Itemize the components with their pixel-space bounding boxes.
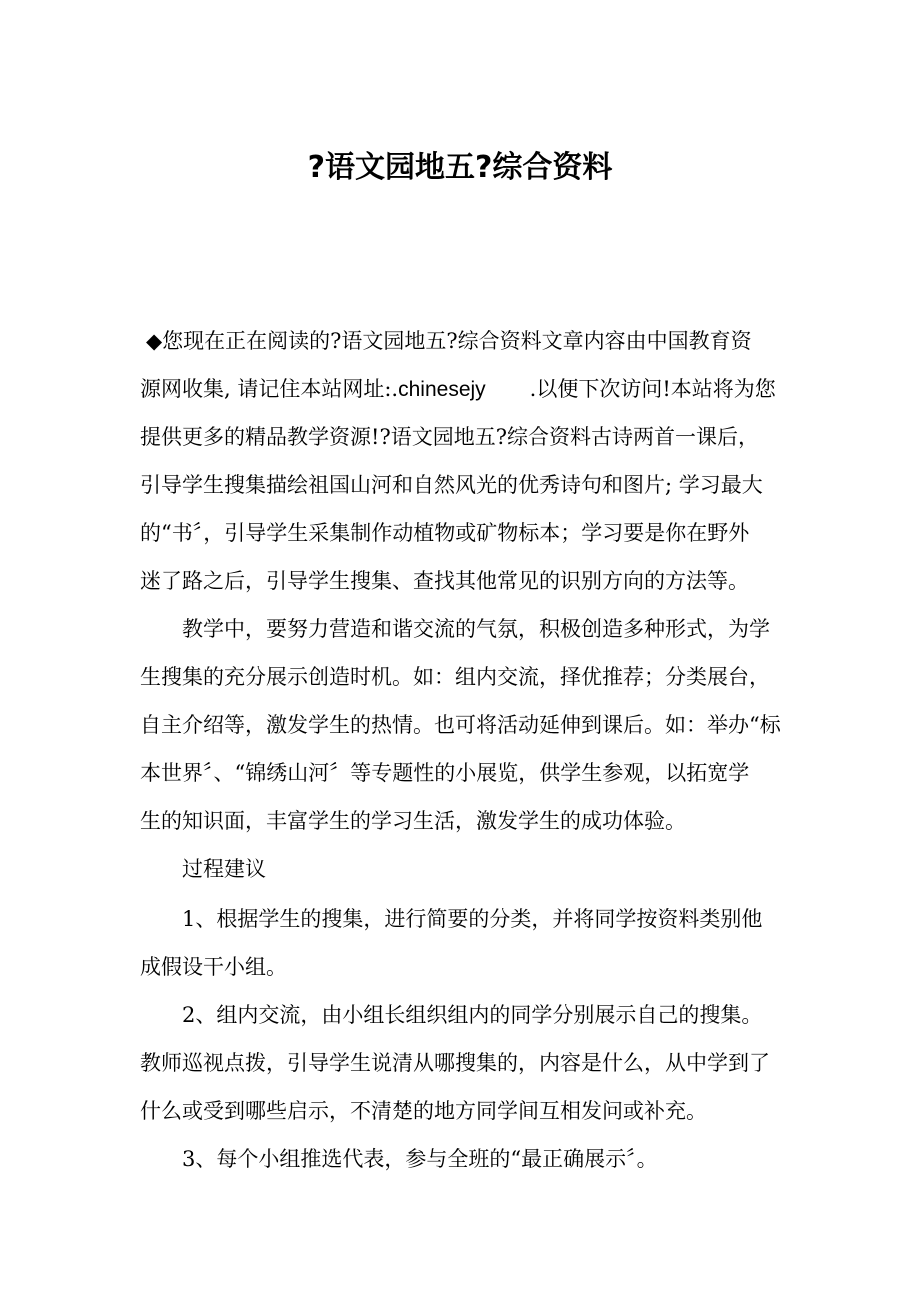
para2-line-5: 生的知识面，丰富学生的学习生活，激发学生的成功体验。 [140, 809, 686, 833]
step2-line-1: 2、组内交流，由小组长组织组内的同学分别展示自己的搜集。 [182, 1003, 763, 1027]
para2-line-4: 本世界〞、“锦绣山河〞等专题性的小展览，供学生参观，以拓宽学 [140, 761, 750, 785]
step2-line-3: 什么或受到哪些启示，不清楚的地方同学间互相发问或补充。 [140, 1099, 707, 1123]
step1-line-2: 成假设干小组。 [140, 955, 287, 979]
intro-line-2-text-b: .以便下次访问!本站将为您 [529, 377, 776, 401]
intro-line-3: 提供更多的精品教学资源!?语文园地五?综合资料古诗两首一课后， [140, 425, 759, 449]
step1-line-1: 1、根据学生的搜集，进行简要的分类，并将同学按资料类别他 [182, 907, 763, 931]
para2-line-1: 教学中，要努力营造和谐交流的气氛，积极创造多种形式，为学 [182, 617, 770, 641]
intro-line-5: 的“书〞，引导学生采集制作动植物或矿物标本；学习要是你在野外 [140, 521, 750, 545]
para2-line-3: 自主介绍等，激发学生的热情。也可将活动延伸到课后。如：举办“标 [140, 713, 781, 737]
intro-line-1: ◆您现在正在阅读的?语文园地五?综合资料文章内容由中国教育资 [146, 329, 752, 353]
intro-line-6: 迷了路之后，引导学生搜集、查找其他常见的识别方向的方法等。 [140, 569, 749, 593]
intro-line-4: 引导学生搜集描绘祖国山河和自然风光的优秀诗句和图片; 学习最大 [140, 473, 763, 497]
section-heading-process: 过程建议 [182, 857, 266, 881]
para2-line-2: 生搜集的充分展示创造时机。如：组内交流，择优推荐；分类展台， [140, 665, 770, 689]
step3-line-1: 3、每个小组推选代表，参与全班的“最正确展示〞。 [182, 1147, 658, 1171]
intro-line-2 [140, 374, 776, 405]
step2-line-2: 教师巡视点拨，引导学生说清从哪搜集的，内容是什么，从中学到了 [140, 1051, 770, 1075]
document-title: ?语文园地五?综合资料 [307, 150, 613, 185]
intro-line-2-text-a: 源网收集, 请记住本站网址:. [140, 377, 399, 401]
site-url-text: chinesejy [398, 378, 486, 401]
